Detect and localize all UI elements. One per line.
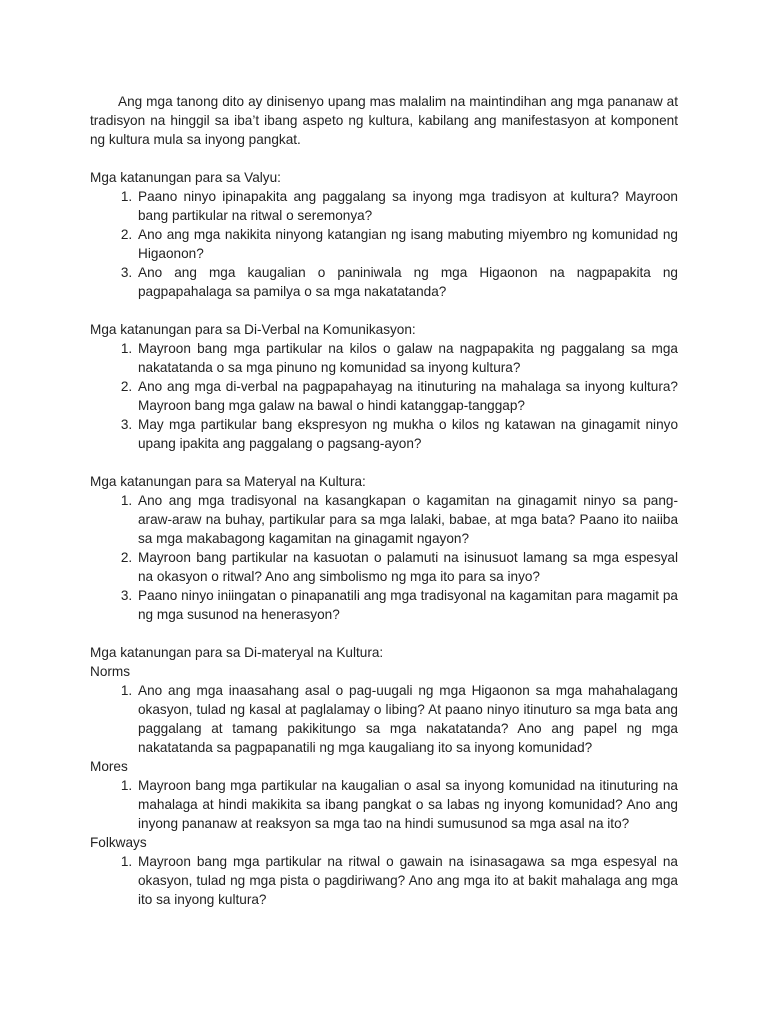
section-title: Mga katanungan para sa Materyal na Kultura: xyxy=(90,474,366,489)
section-title: Mga katanungan para sa Valyu: xyxy=(90,170,281,185)
question-item: 1. Mayroon bang mga partikular na kaugalian o asal sa inyong komunidad na itinuturing na mahalaga at hindi makikita sa ibang pangkat o sa labas ng inyong komunidad? Ano ang inyong pananaw at reaksyon sa mga tao na hindi sumusunod sa mga asal na ito? xyxy=(136,776,678,833)
section-valyu xyxy=(90,168,678,301)
section-di-materyal xyxy=(90,643,678,909)
section-title: Mga katanungan para sa Di-materyal na Kultura: xyxy=(90,645,384,660)
question-list xyxy=(90,187,678,301)
subsection-title-folkways: Folkways xyxy=(90,835,147,850)
section-materyal xyxy=(90,472,678,624)
section-title: Mga katanungan para sa Di-Verbal na Komunikasyon: xyxy=(90,322,416,337)
question-list xyxy=(90,852,678,909)
question-list xyxy=(90,776,678,833)
question-item: 3. May mga partikular bang ekspresyon ng mukha o kilos ng katawan na ginagamit ninyo upang ipakita ang paggalang o pagsang-ayon? xyxy=(136,415,678,453)
question-item: 1. Ano ang mga inaasahang asal o pag-uugali ng mga Higaonon sa mga mahahalagang okasyon, tulad ng kasal at paglalamay o libing? At paano ninyo itinuturo sa mga bata ang paggalang at tamang pakikitungo sa mga nakatatanda? Ano ang papel ng mga nakatatanda sa pagpapanatili ng mga kaugaliang ito sa inyong komunidad? xyxy=(136,681,678,757)
question-item: 1. Paano ninyo ipinapakita ang paggalang sa inyong mga tradisyon at kultura? Mayroon bang partikular na ritwal o seremonya? xyxy=(136,187,678,225)
question-item: 1. Mayroon bang mga partikular na kilos o galaw na nagpapakita ng paggalang sa mga nakatatanda o sa mga pinuno ng komunidad sa inyong kultura? xyxy=(136,339,678,377)
subsection-title-mores: Mores xyxy=(90,759,128,774)
section-di-verbal xyxy=(90,320,678,453)
document-body xyxy=(90,92,678,909)
question-item: 2. Mayroon bang partikular na kasuotan o palamuti na isinusuot lamang sa mga espesyal na okasyon o ritwal? Ano ang simbolismo ng mga ito para sa inyo? xyxy=(136,548,678,586)
question-item: 2. Ano ang mga di-verbal na pagpapahayag na itinuturing na mahalaga sa inyong kultura? Mayroon bang mga galaw na bawal o hindi katanggap-tanggap? xyxy=(136,377,678,415)
question-item: 3. Paano ninyo iniingatan o pinapanatili ang mga tradisyonal na kagamitan para magamit pa ng mga susunod na henerasyon? xyxy=(136,586,678,624)
question-item: 2. Ano ang mga nakikita ninyong katangian ng isang mabuting miyembro ng komunidad ng Higaonon? xyxy=(136,225,678,263)
question-item: 1. Ano ang mga tradisyonal na kasangkapan o kagamitan na ginagamit ninyo sa pang-araw-araw na buhay, partikular para sa mga lalaki, babae, at mga bata? Paano ito naiiba sa mga makabagong kagamitan na ginagamit ngayon? xyxy=(136,491,678,548)
question-item: 3. Ano ang mga kaugalian o paniniwala ng mga Higaonon na nagpapakita ng pagpapahalaga sa pamilya o sa mga nakatatanda? xyxy=(136,263,678,301)
question-list xyxy=(90,339,678,453)
question-item: 1. Mayroon bang mga partikular na ritwal o gawain na isinasagawa sa mga espesyal na okasyon, tulad ng mga pista o pagdiriwang? Ano ang mga ito at bakit mahalaga ang mga ito sa inyong kultura? xyxy=(136,852,678,909)
question-list xyxy=(90,681,678,757)
subsection-title-norms: Norms xyxy=(90,664,131,679)
question-list xyxy=(90,491,678,624)
intro-paragraph: Ang mga tanong dito ay dinisenyo upang mas malalim na maintindihan ang mga pananaw at tradisyon na hinggil sa iba’t ibang aspeto ng kultura, kabilang ang manifestasyon at komponent ng kultura mula sa inyong pangkat. xyxy=(90,94,678,147)
